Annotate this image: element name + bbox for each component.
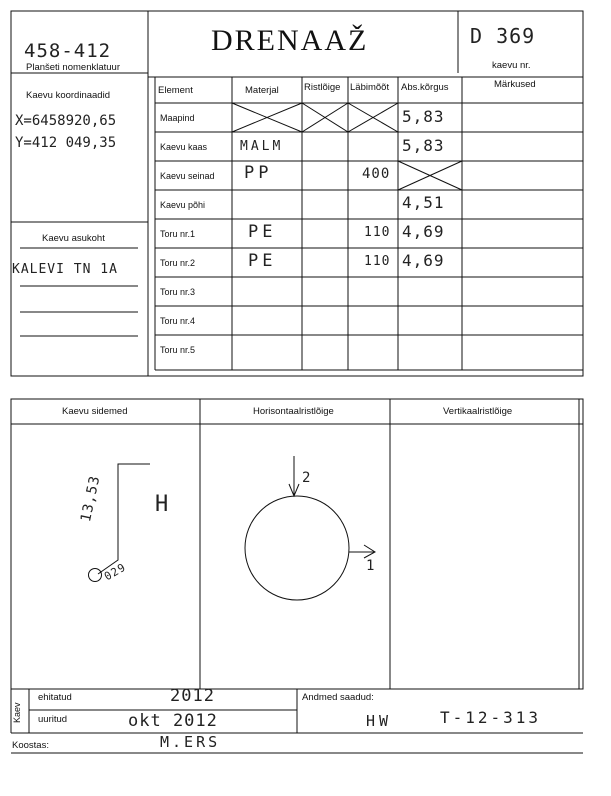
sidemed-pipe-marker-icon [88, 568, 102, 582]
andmed-value-doc: T-12-313 [440, 708, 542, 727]
labimoot-toru-2: 110 [364, 254, 391, 269]
sidemed-pipe-label: 029 [102, 560, 129, 584]
pipe-out-label: 1 [366, 558, 376, 574]
sidemed-mark: H [155, 492, 170, 517]
col-header-element: Element [158, 85, 193, 96]
row-element-toru-1: Toru nr.1 [160, 229, 196, 239]
labimoot-toru-1: 110 [364, 225, 391, 240]
koostas-label: Koostas: [12, 740, 49, 751]
sidemed-distance: 13,53 [78, 473, 104, 524]
ehitatud-value: 2012 [170, 686, 215, 706]
col-header-markused: Märkused [494, 79, 536, 90]
abs-kaevu-kaas: 5,83 [402, 136, 445, 155]
sheet-number: 458-412 [24, 40, 112, 62]
abs-toru-2: 4,69 [402, 251, 445, 270]
col-header-ristloige: Ristlõige [304, 82, 341, 93]
location-label: Kaevu asukoht [42, 233, 105, 244]
location-value: KALEVI TN 1A [12, 262, 118, 277]
abs-kaevu-pohi: 4,51 [402, 193, 445, 212]
horisontaal-label: Horisontaalristlõige [253, 406, 334, 417]
coordinate-y: Y=412 049,35 [15, 135, 117, 151]
well-label: kaevu nr. [492, 60, 531, 71]
abs-toru-1: 4,69 [402, 222, 445, 241]
row-element-toru-2: Toru nr.2 [160, 258, 196, 268]
row-element-kaevu-seinad: Kaevu seinad [160, 171, 215, 181]
col-header-labimoot: Läbimõõt [350, 82, 390, 93]
uuritud-label: uuritud [38, 714, 68, 725]
kaev-label: Kaev [12, 702, 22, 723]
koostas-value: M.ERS [160, 733, 221, 751]
materjal-kaevu-kaas: MALM [240, 139, 284, 154]
abs-maapind: 5,83 [402, 107, 445, 126]
vertikaal-label: Vertikaalristlõige [443, 406, 513, 417]
row-element-kaevu-pohi: Kaevu põhi [160, 200, 206, 210]
uuritud-value: okt 2012 [128, 711, 218, 731]
materjal-toru-2: PE [248, 251, 277, 271]
row-element-maapind: Maapind [160, 113, 195, 123]
row-element-kaevu-kaas: Kaevu kaas [160, 142, 208, 152]
coordinates-label: Kaevu koordinaadid [26, 90, 110, 101]
coordinate-x: X=6458920,65 [15, 113, 117, 129]
labimoot-kaevu-seinad: 400 [362, 166, 391, 182]
row-element-toru-5: Toru nr.5 [160, 345, 196, 355]
row-element-toru-3: Toru nr.3 [160, 287, 196, 297]
andmed-label: Andmed saadud: [302, 692, 374, 703]
col-header-materjal: Materjal [245, 85, 279, 96]
row-element-toru-4: Toru nr.4 [160, 316, 196, 326]
col-header-abs-korgus: Abs.kõrgus [401, 82, 449, 93]
sidemed-label: Kaevu sidemed [62, 406, 128, 417]
ehitatud-label: ehitatud [38, 692, 72, 703]
sheet-label: Planšeti nomenklatuur [26, 62, 120, 73]
form-title: DRENAAŽ [211, 24, 369, 57]
materjal-kaevu-seinad: PP [244, 163, 273, 183]
andmed-value-source: HW [366, 712, 393, 730]
materjal-toru-1: PE [248, 222, 277, 242]
pipe-in-label: 2 [302, 470, 312, 486]
well-number: D 369 [470, 24, 536, 48]
